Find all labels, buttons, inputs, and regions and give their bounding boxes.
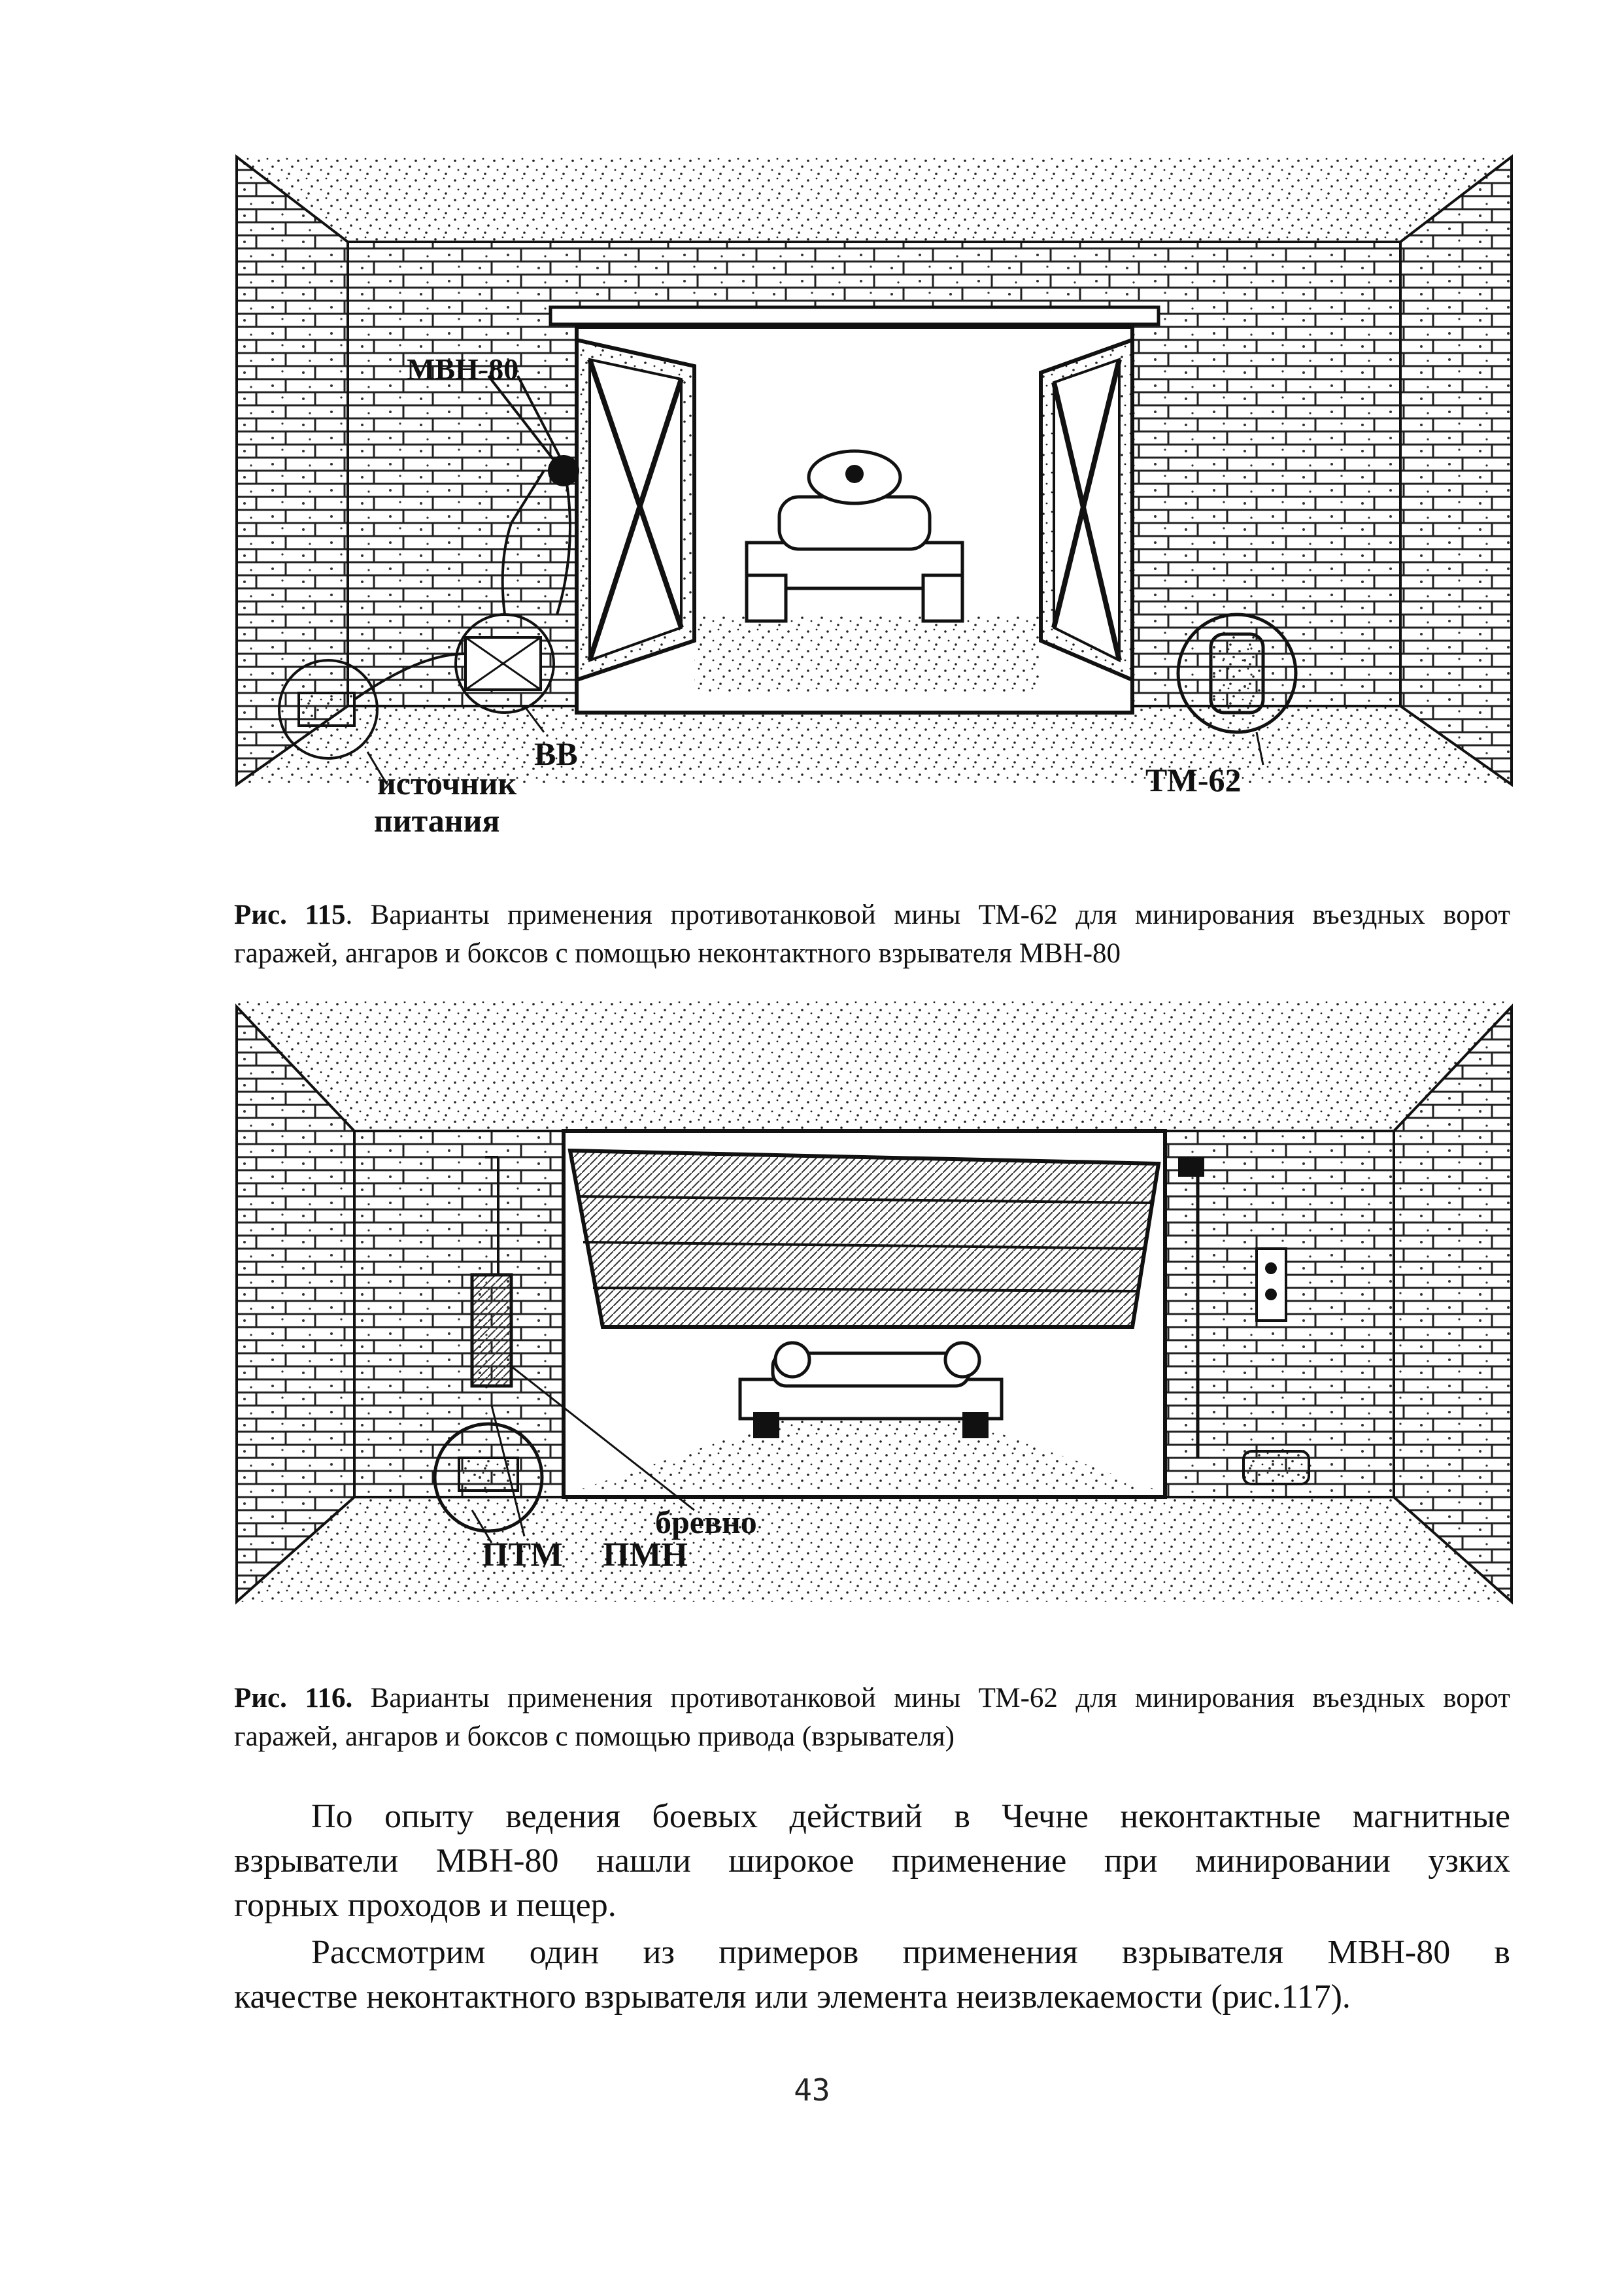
label-mvn80: МВН-80	[407, 352, 519, 386]
paragraph-2	[234, 1931, 1510, 2019]
figure-116-caption	[234, 1679, 1510, 1756]
paragraph-1-line-3: горных проходов и пещер.	[234, 1887, 617, 1924]
paragraph-2-line-2: качестве неконтактного взрывателя или элемента неизвлекаемости (рис.117).	[234, 1978, 1351, 2016]
label-pmn: ПМН	[603, 1536, 688, 1574]
figure-115-illustration	[237, 157, 1512, 839]
label-tm62: ТМ-62	[1145, 762, 1242, 798]
figure-115-caption	[234, 896, 1510, 973]
label-brevno: бревно	[655, 1504, 757, 1540]
figure-116-caption-number: Рис. 116.	[234, 1683, 353, 1713]
label-power-source-line1: источник	[377, 765, 517, 801]
figure-115-caption-number: Рис. 115	[234, 900, 346, 930]
label-power-source-line2: питания	[374, 802, 500, 839]
paragraph-2-line-1: Рассмотрим один из примеров применения взрывателя МВН-80 в	[311, 1934, 1510, 1971]
paragraph-1-line-2: взрыватели МВН-80 нашли широкое применение при минировании узких	[234, 1842, 1510, 1880]
page-number: 43	[794, 2072, 830, 2108]
label-ptm: ПТМ	[482, 1536, 563, 1574]
paragraph-1-line-1: По опыту ведения боевых действий в Чечне неконтактные магнитные	[311, 1798, 1510, 1835]
figure-115-caption-text: . Варианты применения противотанковой мины ТМ-62 для минирования въездных ворот гаражей, ангаров и боксов с помощью неконтактного взрывателя МВН-80	[234, 900, 1510, 969]
figure-116-illustration	[237, 1000, 1512, 1634]
label-bb: ВВ	[534, 735, 578, 772]
figure-116-caption-text: Варианты применения противотанковой мины ТМ-62 для минирования въездных ворот гаражей, ангаров и боксов с помощью привода (взрывателя)	[234, 1683, 1510, 1752]
paragraph-1	[234, 1795, 1510, 1928]
